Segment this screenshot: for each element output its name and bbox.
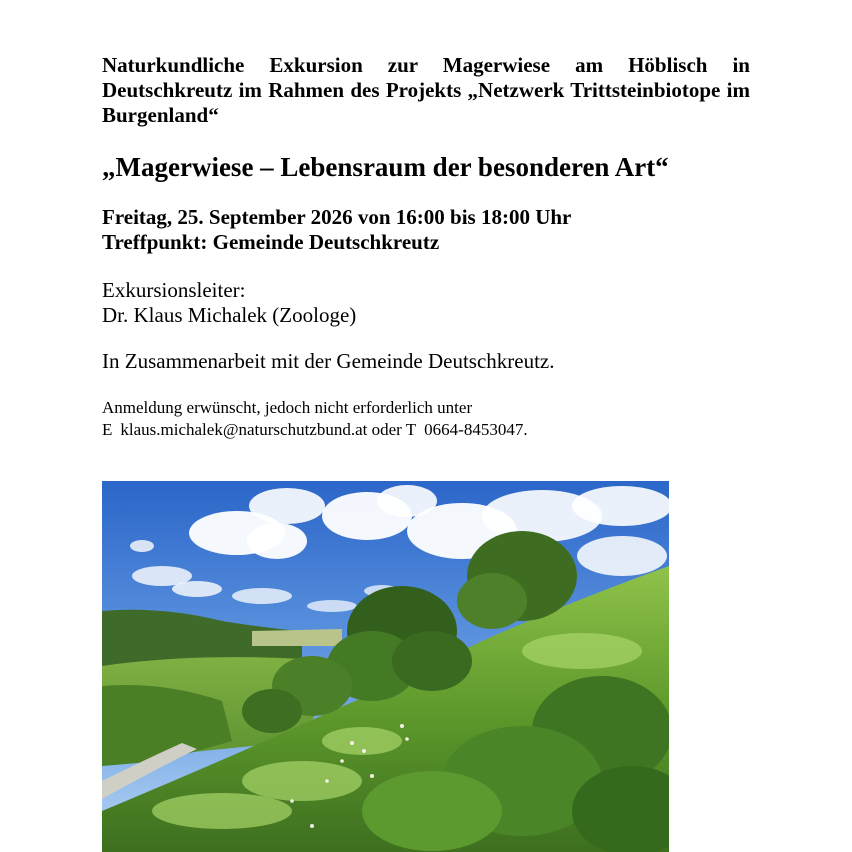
distant-field [252, 629, 342, 646]
email-link[interactable]: klaus.michalek@naturschutzbund.at [120, 420, 368, 439]
event-subtitle: „Magerwiese – Lebensraum der besonderen Art“ [102, 152, 669, 182]
leader-name: Dr. Klaus Michalek (Zoologe) [102, 303, 357, 327]
meadow-landscape-illustration [102, 481, 669, 852]
leader-label: Exkursionsleiter: [102, 278, 246, 302]
cooperation-note: In Zusammenarbeit mit der Gemeinde Deutschkreutz. [102, 349, 555, 373]
registration-contact [102, 419, 528, 440]
email-prefix: E [102, 420, 113, 439]
phone-number: 0664-8453047. [424, 420, 528, 439]
phone-prefix: oder T [371, 420, 417, 439]
event-heading: Naturkundliche Exkursion zur Magerwiese am Höblisch in Deutschkreutz im Rahmen des Projekts „Netzwerk Trittsteinbiotope im Burgenland“ [102, 53, 750, 127]
meadow-photo [102, 481, 669, 852]
meeting-point: Treffpunkt: Gemeinde Deutschkreutz [102, 230, 440, 254]
registration-note: Anmeldung erwünscht, jedoch nicht erforderlich unter [102, 398, 473, 417]
event-date: Freitag, 25. September 2026 von 16:00 bis 18:00 Uhr [102, 205, 572, 229]
